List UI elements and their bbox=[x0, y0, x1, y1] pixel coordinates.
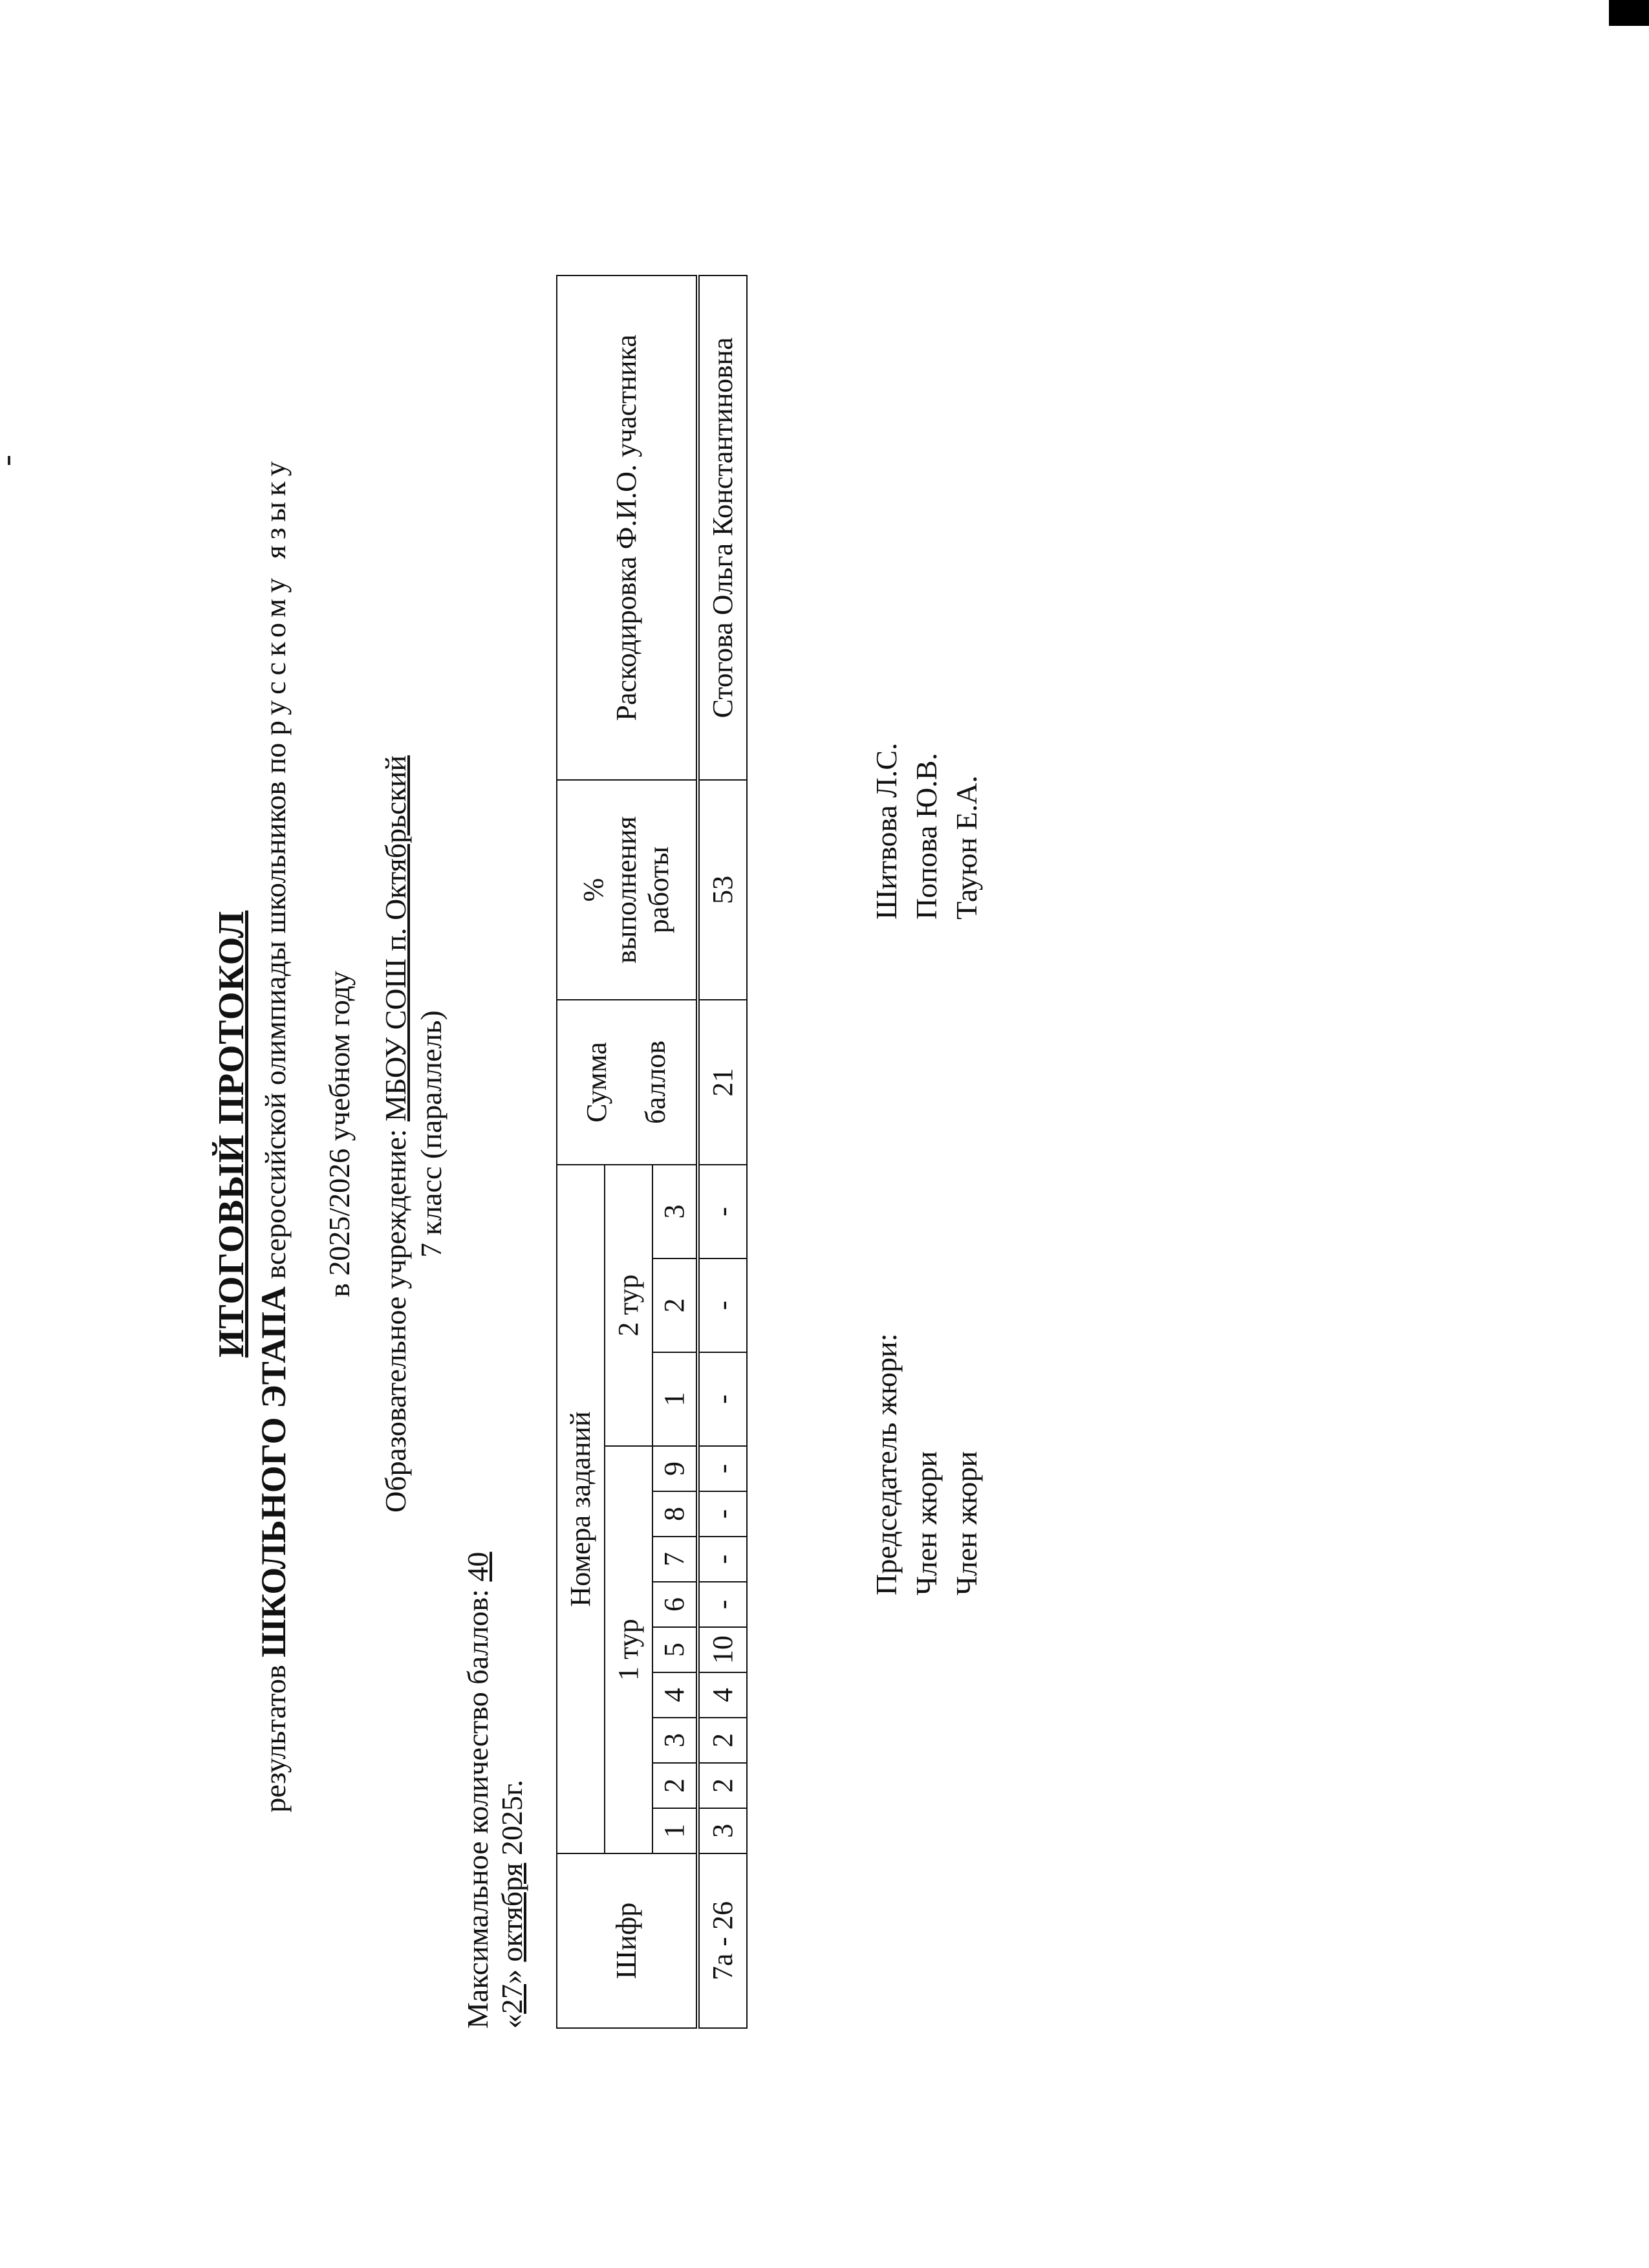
cell-tour1-score: 2 bbox=[698, 1763, 747, 1808]
tour2-task-number: 3 bbox=[652, 1165, 698, 1258]
member1-name: Попова Ю.В. bbox=[910, 753, 943, 920]
institution-name: МБОУ СОШ п. Октябрьский bbox=[379, 755, 412, 1122]
cell-tour1-score: 4 bbox=[698, 1672, 747, 1718]
member1-label: Член жюри bbox=[910, 1451, 943, 1595]
cell-cipher: 7а - 26 bbox=[698, 1853, 747, 2028]
tour1-task-number: 3 bbox=[652, 1718, 698, 1763]
header-task-numbers: Номера заданий bbox=[557, 1165, 605, 1853]
subtitle-prefix: результатов bbox=[259, 1665, 292, 1813]
document-title: ИТОГОВЫЙ ПРОТОКОЛ bbox=[211, 910, 252, 1358]
signature-names bbox=[867, 743, 987, 920]
cell-tour1-score: 2 bbox=[698, 1718, 747, 1763]
cell-tour2-score: - bbox=[698, 1258, 747, 1352]
date-day: 27 bbox=[495, 1984, 528, 2014]
institution-label: Образовательное учреждение: bbox=[379, 1129, 412, 1513]
tour2-task-number: 2 bbox=[652, 1258, 698, 1352]
date-close-quote: » bbox=[495, 1969, 528, 1984]
chair-name: Шитвова Л.С. bbox=[870, 742, 903, 920]
date-month: октября bbox=[495, 1863, 528, 1962]
max-score-label: Максимальное количество баллов: bbox=[461, 1589, 494, 2029]
year-line: в 2025/2026 учебном году bbox=[323, 971, 356, 1297]
cell-participant-name: Стогова Ольга Константиновна bbox=[698, 275, 747, 780]
header-sum-line1: Сумма bbox=[581, 1042, 613, 1123]
header-percent-line3: работы bbox=[643, 846, 675, 934]
cell-tour1-score: 10 bbox=[698, 1627, 747, 1672]
subtitle-subject: русскому языку bbox=[259, 455, 292, 736]
member2-name: Тауюн Е.А. bbox=[950, 775, 983, 920]
cell-tour1-score: - bbox=[698, 1537, 747, 1582]
date-line bbox=[495, 1780, 529, 2029]
signature-roles bbox=[867, 1334, 987, 1595]
subtitle-bold: ШКОЛЬНОГО ЭТАПА bbox=[254, 1286, 293, 1658]
header-percent-line2: выполнения bbox=[610, 816, 642, 964]
cell-tour1-score: - bbox=[698, 1491, 747, 1537]
cell-tour2-score: - bbox=[698, 1165, 747, 1258]
cell-tour1-score: - bbox=[698, 1446, 747, 1491]
cell-tour2-score: - bbox=[698, 1352, 747, 1446]
cell-percent: 53 bbox=[698, 780, 747, 1000]
cell-tour1-score: 3 bbox=[698, 1808, 747, 1853]
date-open-quote: « bbox=[495, 2014, 528, 2029]
tour1-task-number: 6 bbox=[652, 1582, 698, 1627]
subtitle-middle: всероссийской олимпиады школьников по bbox=[259, 742, 292, 1279]
institution-line bbox=[378, 0, 413, 2268]
tour1-task-number: 4 bbox=[652, 1672, 698, 1718]
tour1-task-number: 8 bbox=[652, 1491, 698, 1537]
header-tour-1: 1 тур bbox=[605, 1446, 652, 1853]
results-table bbox=[556, 275, 748, 2029]
header-sum bbox=[557, 1000, 698, 1165]
header-participant-name: Раскодировка Ф.И.О. участника bbox=[557, 275, 698, 780]
chair-label: Председатель жюри: bbox=[870, 1333, 903, 1595]
tour1-task-number: 5 bbox=[652, 1627, 698, 1672]
tour2-task-number: 1 bbox=[652, 1352, 698, 1446]
cell-sum: 21 bbox=[698, 1000, 747, 1165]
header-sum-line2: баллов bbox=[640, 1041, 671, 1124]
tour1-task-number: 1 bbox=[652, 1808, 698, 1853]
date-year: 2025г. bbox=[495, 1779, 528, 1856]
header-percent bbox=[557, 780, 698, 1000]
header-cipher: Шифр bbox=[557, 1853, 698, 2028]
cell-tour1-score: - bbox=[698, 1582, 747, 1627]
document-subtitle bbox=[253, 0, 294, 2268]
header-tour-2: 2 тур bbox=[605, 1165, 652, 1446]
header-percent-line1: % bbox=[577, 878, 610, 902]
grade-line: 7 класс (параллель) bbox=[415, 1010, 447, 1258]
max-score-line bbox=[460, 1552, 495, 2029]
tour1-task-number: 7 bbox=[652, 1537, 698, 1582]
max-score-value: 40 bbox=[461, 1551, 494, 1582]
tour1-task-number: 2 bbox=[652, 1763, 698, 1808]
table-row bbox=[698, 275, 747, 2028]
member2-label: Член жюри bbox=[950, 1451, 983, 1595]
tour1-task-number: 9 bbox=[652, 1446, 698, 1491]
